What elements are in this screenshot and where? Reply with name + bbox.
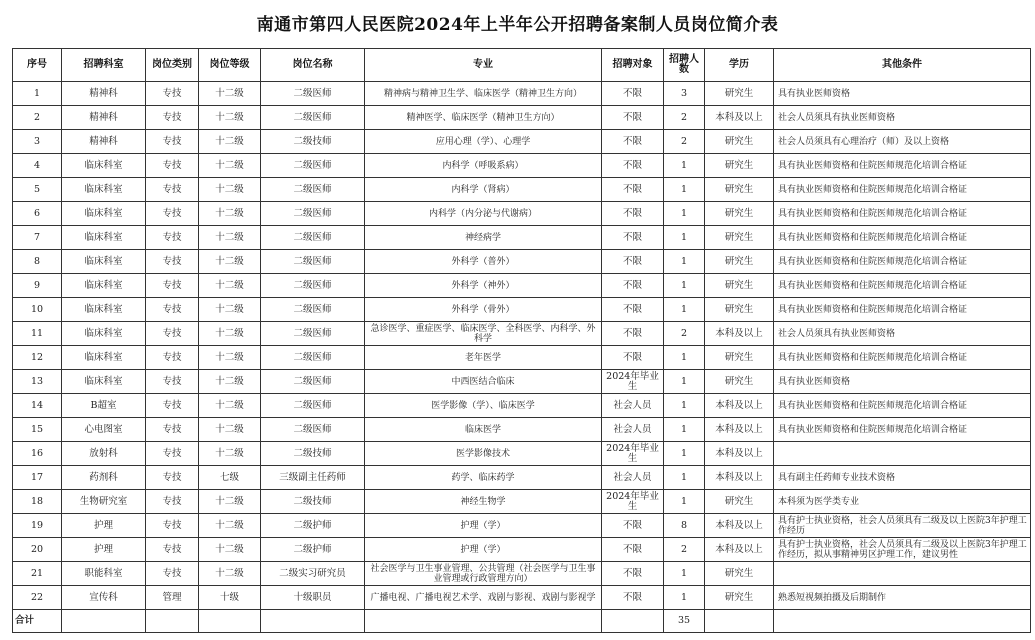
cell-count: 1 <box>664 394 705 418</box>
cell-target: 不限 <box>602 250 664 274</box>
cell-count: 1 <box>664 226 705 250</box>
cell-count: 1 <box>664 346 705 370</box>
header-grade: 岗位等级 <box>199 49 261 82</box>
cell-major: 急诊医学、重症医学、临床医学、全科医学、内科学、外科学 <box>365 322 602 346</box>
table-row <box>13 538 1031 562</box>
table-row <box>13 250 1031 274</box>
cell-grade: 十二级 <box>199 514 261 538</box>
cell-grade: 十二级 <box>199 370 261 394</box>
cell-index: 12 <box>13 346 62 370</box>
cell-major: 精神病与精神卫生学、临床医学（精神卫生方向） <box>365 82 602 106</box>
cell-index: 13 <box>13 370 62 394</box>
cell-target: 不限 <box>602 586 664 610</box>
cell-major: 应用心理（学）、心理学 <box>365 130 602 154</box>
header-row <box>13 49 1031 82</box>
cell-position: 二级护师 <box>261 538 365 562</box>
cell-major: 神经病学 <box>365 226 602 250</box>
cell-conditions: 具有执业医师资格 <box>774 370 1031 394</box>
cell-target: 不限 <box>602 538 664 562</box>
cell-education: 研究生 <box>705 202 774 226</box>
cell-conditions: 社会人员须具有执业医师资格 <box>774 106 1031 130</box>
cell-index: 11 <box>13 322 62 346</box>
cell-index: 9 <box>13 274 62 298</box>
cell-conditions: 具有执业医师资格和住院医师规范化培训合格证 <box>774 202 1031 226</box>
cell-count: 1 <box>664 490 705 514</box>
cell-index: 4 <box>13 154 62 178</box>
cell-department: 心电图室 <box>62 418 146 442</box>
cell-education: 研究生 <box>705 298 774 322</box>
cell-major: 临床医学 <box>365 418 602 442</box>
cell-position: 二级技师 <box>261 130 365 154</box>
cell-education: 本科及以上 <box>705 466 774 490</box>
cell-education: 研究生 <box>705 250 774 274</box>
cell-index: 6 <box>13 202 62 226</box>
cell-target: 不限 <box>602 322 664 346</box>
cell-target: 不限 <box>602 514 664 538</box>
cell-category: 专技 <box>146 178 199 202</box>
cell-category: 专技 <box>146 226 199 250</box>
table-row <box>13 394 1031 418</box>
cell-grade: 十二级 <box>199 250 261 274</box>
cell-category: 专技 <box>146 346 199 370</box>
page-title: 南通市第四人民医院2024年上半年公开招聘备案制人员岗位简介表 <box>256 15 779 35</box>
cell-conditions: 具有执业医师资格和住院医师规范化培训合格证 <box>774 394 1031 418</box>
header-education: 学历 <box>705 49 774 82</box>
header-conditions: 其他条件 <box>774 49 1031 82</box>
cell-grade: 十二级 <box>199 298 261 322</box>
cell-index: 3 <box>13 130 62 154</box>
cell-category: 专技 <box>146 202 199 226</box>
cell-major: 内科学（呼吸系病） <box>365 154 602 178</box>
cell-position: 三级副主任药师 <box>261 466 365 490</box>
table-row <box>13 322 1031 346</box>
cell-index: 19 <box>13 514 62 538</box>
cell-education: 本科及以上 <box>705 394 774 418</box>
cell-count: 2 <box>664 322 705 346</box>
cell-education: 本科及以上 <box>705 514 774 538</box>
cell-grade: 十二级 <box>199 106 261 130</box>
total-empty-cell <box>261 610 365 633</box>
cell-conditions: 具有副主任药师专业技术资格 <box>774 466 1031 490</box>
table-row <box>13 202 1031 226</box>
cell-target: 2024年毕业生 <box>602 442 664 466</box>
cell-major: 内科学（内分泌与代谢病） <box>365 202 602 226</box>
cell-conditions: 具有护士执业资格，社会人员须具有二级及以上医院3年护理工作经历 <box>774 514 1031 538</box>
cell-count: 1 <box>664 154 705 178</box>
header-category: 岗位类别 <box>146 49 199 82</box>
cell-department: 临床科室 <box>62 346 146 370</box>
cell-position: 二级技师 <box>261 490 365 514</box>
cell-count: 1 <box>664 562 705 586</box>
cell-department: 临床科室 <box>62 298 146 322</box>
cell-category: 专技 <box>146 154 199 178</box>
cell-conditions: 具有执业医师资格和住院医师规范化培训合格证 <box>774 298 1031 322</box>
cell-major: 社会医学与卫生事业管理、公共管理（社会医学与卫生事业管理或行政管理方向） <box>365 562 602 586</box>
cell-category: 专技 <box>146 322 199 346</box>
cell-department: 精神科 <box>62 130 146 154</box>
cell-category: 专技 <box>146 370 199 394</box>
cell-index: 15 <box>13 418 62 442</box>
cell-category: 专技 <box>146 298 199 322</box>
total-row <box>13 610 1031 633</box>
cell-grade: 十二级 <box>199 562 261 586</box>
cell-position: 二级医师 <box>261 322 365 346</box>
cell-target: 社会人员 <box>602 418 664 442</box>
cell-conditions <box>774 442 1031 466</box>
cell-category: 专技 <box>146 274 199 298</box>
total-empty-cell <box>602 610 664 633</box>
total-empty-cell <box>146 610 199 633</box>
cell-major: 广播电视、广播电视艺术学、戏剧与影视、戏剧与影视学 <box>365 586 602 610</box>
cell-position: 二级医师 <box>261 226 365 250</box>
header-index: 序号 <box>13 49 62 82</box>
cell-target: 2024年毕业生 <box>602 370 664 394</box>
cell-category: 专技 <box>146 442 199 466</box>
cell-conditions: 熟悉短视频拍摄及后期制作 <box>774 586 1031 610</box>
cell-target: 不限 <box>602 82 664 106</box>
cell-major: 老年医学 <box>365 346 602 370</box>
cell-index: 5 <box>13 178 62 202</box>
cell-grade: 十二级 <box>199 274 261 298</box>
cell-conditions: 具有护士执业资格，社会人员须具有二级及以上医院3年护理工作经历，拟从事精神男区护理工作，建议男性 <box>774 538 1031 562</box>
cell-education: 本科及以上 <box>705 322 774 346</box>
cell-position: 二级医师 <box>261 82 365 106</box>
cell-position: 二级医师 <box>261 178 365 202</box>
table-row <box>13 490 1031 514</box>
cell-category: 管理 <box>146 586 199 610</box>
header-major: 专业 <box>365 49 602 82</box>
cell-education: 研究生 <box>705 370 774 394</box>
cell-category: 专技 <box>146 418 199 442</box>
header-position: 岗位名称 <box>261 49 365 82</box>
cell-major: 护理（学） <box>365 514 602 538</box>
table-row <box>13 106 1031 130</box>
table-row <box>13 298 1031 322</box>
cell-index: 16 <box>13 442 62 466</box>
cell-index: 1 <box>13 82 62 106</box>
positions-table <box>12 48 1031 633</box>
table-row <box>13 130 1031 154</box>
cell-major: 医学影像技术 <box>365 442 602 466</box>
cell-position: 二级护师 <box>261 514 365 538</box>
cell-conditions: 具有执业医师资格和住院医师规范化培训合格证 <box>774 274 1031 298</box>
cell-index: 2 <box>13 106 62 130</box>
cell-conditions: 具有执业医师资格和住院医师规范化培训合格证 <box>774 226 1031 250</box>
cell-education: 研究生 <box>705 562 774 586</box>
cell-department: 临床科室 <box>62 178 146 202</box>
cell-category: 专技 <box>146 490 199 514</box>
cell-conditions: 具有执业医师资格和住院医师规范化培训合格证 <box>774 346 1031 370</box>
cell-target: 不限 <box>602 226 664 250</box>
cell-department: 临床科室 <box>62 250 146 274</box>
cell-education: 研究生 <box>705 178 774 202</box>
cell-index: 17 <box>13 466 62 490</box>
cell-category: 专技 <box>146 394 199 418</box>
cell-conditions: 具有执业医师资格和住院医师规范化培训合格证 <box>774 178 1031 202</box>
cell-index: 7 <box>13 226 62 250</box>
cell-department: 临床科室 <box>62 322 146 346</box>
cell-grade: 十二级 <box>199 394 261 418</box>
cell-category: 专技 <box>146 130 199 154</box>
cell-count: 1 <box>664 586 705 610</box>
cell-conditions: 社会人员须具有执业医师资格 <box>774 322 1031 346</box>
cell-target: 不限 <box>602 346 664 370</box>
cell-count: 1 <box>664 202 705 226</box>
cell-department: 精神科 <box>62 82 146 106</box>
cell-department: 放射科 <box>62 442 146 466</box>
cell-category: 专技 <box>146 466 199 490</box>
table-row <box>13 562 1031 586</box>
cell-count: 3 <box>664 82 705 106</box>
cell-position: 二级医师 <box>261 274 365 298</box>
cell-department: 护理 <box>62 538 146 562</box>
cell-major: 护理（学） <box>365 538 602 562</box>
total-empty-cell <box>62 610 146 633</box>
cell-index: 22 <box>13 586 62 610</box>
cell-department: 临床科室 <box>62 202 146 226</box>
table-row <box>13 586 1031 610</box>
cell-education: 本科及以上 <box>705 418 774 442</box>
cell-target: 社会人员 <box>602 394 664 418</box>
cell-index: 10 <box>13 298 62 322</box>
cell-position: 二级医师 <box>261 298 365 322</box>
cell-count: 1 <box>664 274 705 298</box>
cell-index: 21 <box>13 562 62 586</box>
cell-conditions: 具有执业医师资格和住院医师规范化培训合格证 <box>774 250 1031 274</box>
cell-target: 不限 <box>602 178 664 202</box>
cell-education: 研究生 <box>705 346 774 370</box>
header-target: 招聘对象 <box>602 49 664 82</box>
cell-target: 不限 <box>602 130 664 154</box>
table-row <box>13 442 1031 466</box>
cell-target: 2024年毕业生 <box>602 490 664 514</box>
cell-position: 二级医师 <box>261 250 365 274</box>
cell-education: 研究生 <box>705 226 774 250</box>
cell-grade: 十二级 <box>199 346 261 370</box>
cell-major: 药学、临床药学 <box>365 466 602 490</box>
cell-education: 研究生 <box>705 586 774 610</box>
cell-department: 临床科室 <box>62 274 146 298</box>
table-row <box>13 418 1031 442</box>
cell-education: 本科及以上 <box>705 106 774 130</box>
cell-grade: 十二级 <box>199 490 261 514</box>
cell-position: 二级实习研究员 <box>261 562 365 586</box>
cell-grade: 十二级 <box>199 226 261 250</box>
total-label: 合计 <box>13 610 62 633</box>
cell-conditions: 具有执业医师资格和住院医师规范化培训合格证 <box>774 154 1031 178</box>
cell-grade: 十二级 <box>199 82 261 106</box>
cell-category: 专技 <box>146 250 199 274</box>
cell-major: 外科学（骨外） <box>365 298 602 322</box>
cell-target: 不限 <box>602 562 664 586</box>
cell-department: 宣传科 <box>62 586 146 610</box>
cell-major: 神经生物学 <box>365 490 602 514</box>
cell-position: 二级医师 <box>261 346 365 370</box>
cell-count: 2 <box>664 130 705 154</box>
cell-education: 研究生 <box>705 154 774 178</box>
header-count: 招聘人数 <box>664 49 705 82</box>
cell-index: 20 <box>13 538 62 562</box>
table-row <box>13 226 1031 250</box>
cell-education: 研究生 <box>705 82 774 106</box>
cell-category: 专技 <box>146 514 199 538</box>
cell-education: 本科及以上 <box>705 442 774 466</box>
cell-grade: 十二级 <box>199 178 261 202</box>
cell-count: 8 <box>664 514 705 538</box>
cell-major: 外科学（普外） <box>365 250 602 274</box>
cell-category: 专技 <box>146 562 199 586</box>
cell-grade: 十二级 <box>199 130 261 154</box>
cell-department: 精神科 <box>62 106 146 130</box>
header-department: 招聘科室 <box>62 49 146 82</box>
table-row <box>13 370 1031 394</box>
cell-major: 外科学（神外） <box>365 274 602 298</box>
total-empty-cell <box>365 610 602 633</box>
cell-conditions: 具有执业医师资格 <box>774 82 1031 106</box>
cell-education: 研究生 <box>705 130 774 154</box>
cell-conditions: 本科须为医学类专业 <box>774 490 1031 514</box>
cell-category: 专技 <box>146 538 199 562</box>
table-row <box>13 466 1031 490</box>
table-body <box>13 82 1031 633</box>
cell-count: 1 <box>664 178 705 202</box>
cell-major: 内科学（肾病） <box>365 178 602 202</box>
cell-grade: 十二级 <box>199 442 261 466</box>
cell-grade: 十级 <box>199 586 261 610</box>
cell-category: 专技 <box>146 82 199 106</box>
total-count: 35 <box>664 610 705 633</box>
table-row <box>13 82 1031 106</box>
table-row <box>13 274 1031 298</box>
cell-department: B超室 <box>62 394 146 418</box>
cell-grade: 十二级 <box>199 322 261 346</box>
cell-position: 二级医师 <box>261 106 365 130</box>
total-empty-cell <box>774 610 1031 633</box>
cell-major: 精神医学、临床医学（精神卫生方向） <box>365 106 602 130</box>
cell-position: 二级医师 <box>261 418 365 442</box>
cell-department: 职能科室 <box>62 562 146 586</box>
cell-count: 1 <box>664 370 705 394</box>
table-row <box>13 514 1031 538</box>
cell-grade: 十二级 <box>199 418 261 442</box>
cell-count: 1 <box>664 418 705 442</box>
cell-major: 医学影像（学）、临床医学 <box>365 394 602 418</box>
cell-position: 十级职员 <box>261 586 365 610</box>
table-row <box>13 346 1031 370</box>
cell-position: 二级医师 <box>261 154 365 178</box>
cell-count: 1 <box>664 298 705 322</box>
cell-grade: 十二级 <box>199 154 261 178</box>
total-empty-cell <box>705 610 774 633</box>
cell-count: 1 <box>664 250 705 274</box>
cell-grade: 七级 <box>199 466 261 490</box>
cell-position: 二级医师 <box>261 394 365 418</box>
cell-education: 研究生 <box>705 490 774 514</box>
cell-conditions <box>774 562 1031 586</box>
cell-department: 药剂科 <box>62 466 146 490</box>
cell-index: 8 <box>13 250 62 274</box>
cell-position: 二级医师 <box>261 202 365 226</box>
table-row <box>13 178 1031 202</box>
cell-target: 不限 <box>602 274 664 298</box>
cell-education: 本科及以上 <box>705 538 774 562</box>
cell-position: 二级医师 <box>261 370 365 394</box>
cell-index: 18 <box>13 490 62 514</box>
table-row <box>13 154 1031 178</box>
cell-department: 临床科室 <box>62 154 146 178</box>
cell-count: 1 <box>664 466 705 490</box>
cell-count: 2 <box>664 106 705 130</box>
cell-grade: 十二级 <box>199 202 261 226</box>
cell-category: 专技 <box>146 106 199 130</box>
cell-count: 1 <box>664 442 705 466</box>
cell-count: 2 <box>664 538 705 562</box>
cell-department: 生物研究室 <box>62 490 146 514</box>
cell-target: 不限 <box>602 298 664 322</box>
cell-position: 二级技师 <box>261 442 365 466</box>
cell-conditions: 社会人员须具有心理治疗（师）及以上资格 <box>774 130 1031 154</box>
cell-major: 中西医结合临床 <box>365 370 602 394</box>
total-empty-cell <box>199 610 261 633</box>
cell-target: 不限 <box>602 106 664 130</box>
cell-target: 不限 <box>602 154 664 178</box>
cell-department: 护理 <box>62 514 146 538</box>
cell-index: 14 <box>13 394 62 418</box>
cell-department: 临床科室 <box>62 370 146 394</box>
cell-conditions: 具有执业医师资格和住院医师规范化培训合格证 <box>774 418 1031 442</box>
cell-department: 临床科室 <box>62 226 146 250</box>
cell-target: 社会人员 <box>602 466 664 490</box>
cell-grade: 十二级 <box>199 538 261 562</box>
cell-education: 研究生 <box>705 274 774 298</box>
cell-target: 不限 <box>602 202 664 226</box>
